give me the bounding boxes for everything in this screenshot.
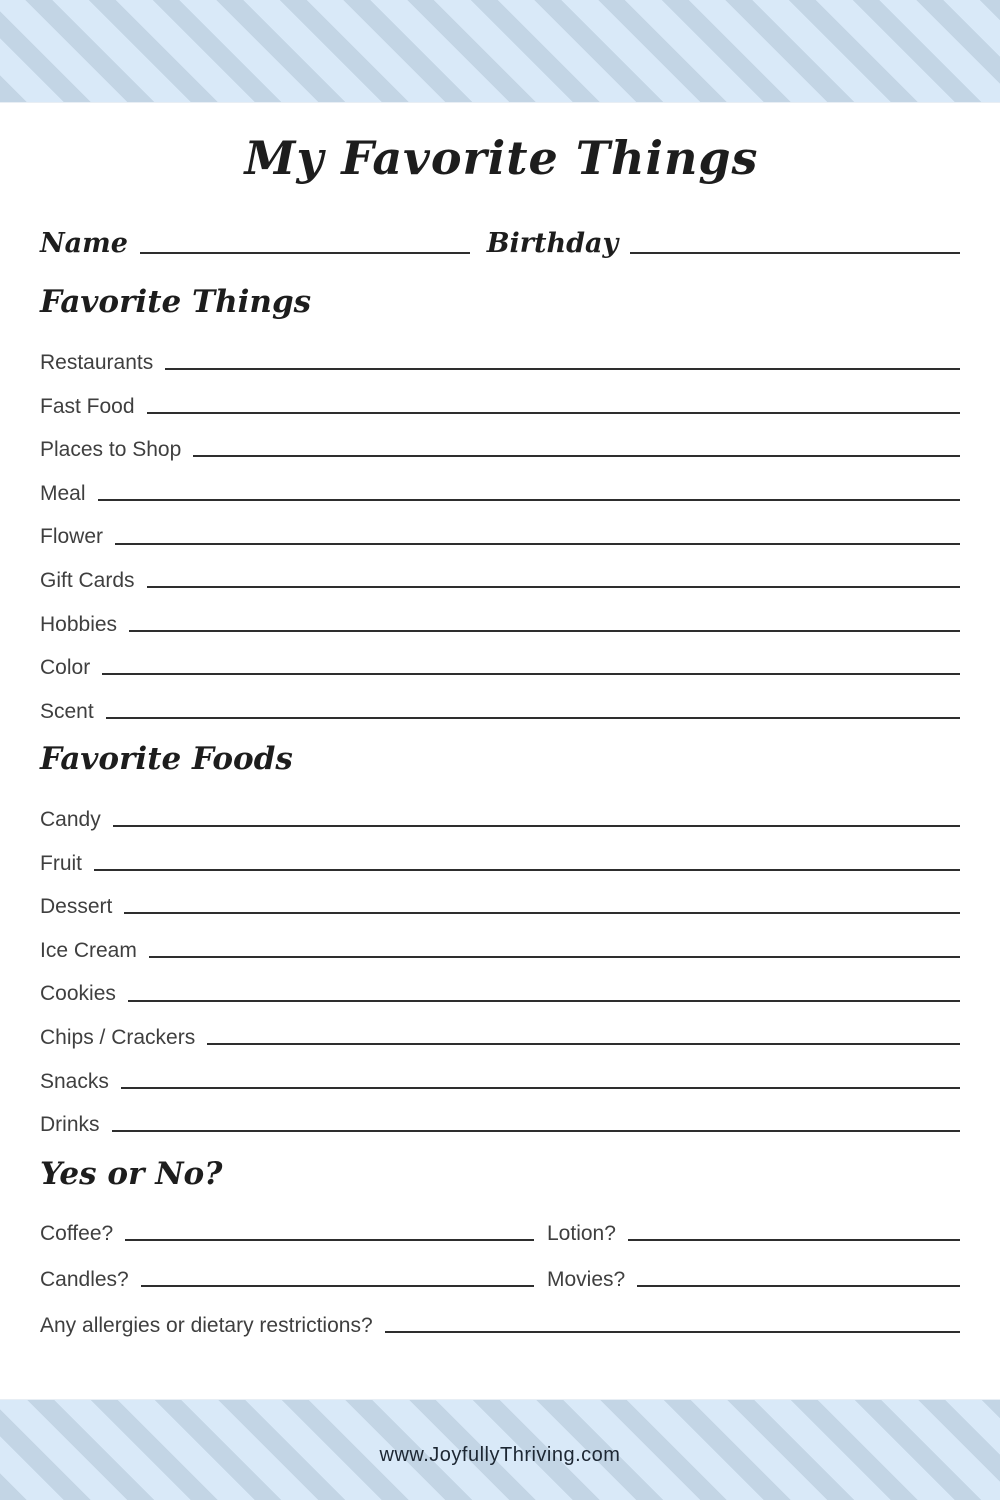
form-field-row: [40, 637, 963, 681]
field-label-flower: Flower: [40, 525, 104, 549]
form-field-row: [40, 593, 963, 637]
section-heading-yes-or-no: Yes or No?: [40, 1156, 223, 1193]
form-field-row: [40, 1007, 963, 1051]
fill-in-line[interactable]: [128, 1000, 960, 1002]
form-field-row: [40, 550, 963, 594]
favorite-foods-list: [40, 789, 963, 1138]
fill-in-line[interactable]: [113, 825, 960, 827]
form-field-row: [40, 462, 963, 506]
top-striped-banner: [0, 0, 1000, 103]
form-field-row: [40, 332, 963, 376]
fill-in-line[interactable]: [94, 869, 960, 871]
bottom-striped-banner: [0, 1399, 1000, 1500]
field-label-gift-cards: Gift Cards: [40, 568, 135, 592]
fill-in-line[interactable]: [141, 1285, 534, 1287]
website-url: www.JoyfullyThriving.com: [379, 1443, 621, 1466]
fill-in-line[interactable]: [125, 1239, 534, 1241]
form-field-row: [40, 789, 963, 833]
section-heading-favorite-things: Favorite Things: [40, 283, 312, 320]
field-label-places-to-shop: Places to Shop: [40, 438, 182, 462]
field-label-lotion: Lotion?: [547, 1222, 616, 1245]
field-label-snacks: Snacks: [40, 1069, 109, 1093]
birthday-fill-in-line[interactable]: [630, 252, 960, 254]
form-field-row: [40, 1292, 963, 1338]
form-content: [0, 129, 1000, 1338]
field-label-chips-crackers: Chips / Crackers: [40, 1026, 196, 1050]
field-label-restaurants: Restaurants: [40, 351, 154, 374]
fill-in-line[interactable]: [149, 956, 960, 958]
field-label-scent: Scent: [40, 699, 94, 723]
form-field-row: [40, 963, 963, 1007]
form-field-row: [40, 1050, 963, 1094]
form-field-row: [40, 919, 963, 963]
fill-in-line[interactable]: [121, 1087, 960, 1089]
yes-or-no-list: [40, 1200, 963, 1338]
field-label-hobbies: Hobbies: [40, 612, 118, 636]
field-label-fast-food: Fast Food: [40, 394, 135, 418]
field-label-dessert: Dessert: [40, 895, 113, 919]
form-field-row: [40, 506, 963, 550]
fill-in-line[interactable]: [102, 673, 960, 675]
favorite-things-list: [40, 332, 963, 724]
pair-field-coffee: [40, 1222, 537, 1246]
field-label-ice-cream: Ice Cream: [40, 938, 137, 962]
fill-in-line[interactable]: [129, 630, 960, 632]
form-field-row: [40, 375, 963, 419]
field-label-coffee: Coffee?: [40, 1222, 114, 1245]
fill-in-line[interactable]: [112, 1130, 960, 1132]
pair-field-candles: [40, 1268, 537, 1292]
fill-in-line[interactable]: [165, 368, 960, 370]
field-label-fruit: Fruit: [40, 851, 82, 875]
fill-in-line[interactable]: [628, 1239, 960, 1241]
form-field-row: [40, 419, 963, 463]
form-field-row: [40, 680, 963, 724]
birthday-label: Birthday: [486, 228, 619, 260]
fill-in-line[interactable]: [124, 912, 960, 914]
field-label-movies: Movies?: [547, 1268, 626, 1291]
field-label-candy: Candy: [40, 808, 101, 832]
fill-in-line[interactable]: [385, 1331, 960, 1333]
form-field-row: [40, 1094, 963, 1138]
name-birthday-row: [40, 219, 963, 259]
fill-in-line[interactable]: [637, 1285, 960, 1287]
field-label-candles: Candles?: [40, 1268, 129, 1291]
field-label-meal: Meal: [40, 481, 86, 505]
page-title: My Favorite Things: [244, 131, 759, 185]
field-label-drinks: Drinks: [40, 1113, 100, 1137]
form-field-row: [40, 876, 963, 920]
name-label: Name: [40, 228, 128, 260]
field-label-cookies: Cookies: [40, 982, 116, 1006]
fill-in-line[interactable]: [98, 499, 960, 501]
section-heading-favorite-foods: Favorite Foods: [40, 740, 293, 777]
fill-in-line[interactable]: [193, 455, 960, 457]
fill-in-line[interactable]: [207, 1043, 960, 1045]
field-label-allergies: Any allergies or dietary restrictions?: [40, 1314, 373, 1337]
name-fill-in-line[interactable]: [140, 252, 470, 254]
pair-field-movies: [547, 1268, 963, 1292]
pair-field-lotion: [547, 1222, 963, 1246]
fill-in-line[interactable]: [115, 543, 960, 545]
form-field-pair-row: [40, 1200, 963, 1246]
fill-in-line[interactable]: [147, 586, 960, 588]
field-label-color: Color: [40, 656, 91, 680]
form-field-row: [40, 832, 963, 876]
form-field-pair-row: [40, 1246, 963, 1292]
fill-in-line[interactable]: [106, 717, 960, 719]
fill-in-line[interactable]: [147, 412, 960, 414]
